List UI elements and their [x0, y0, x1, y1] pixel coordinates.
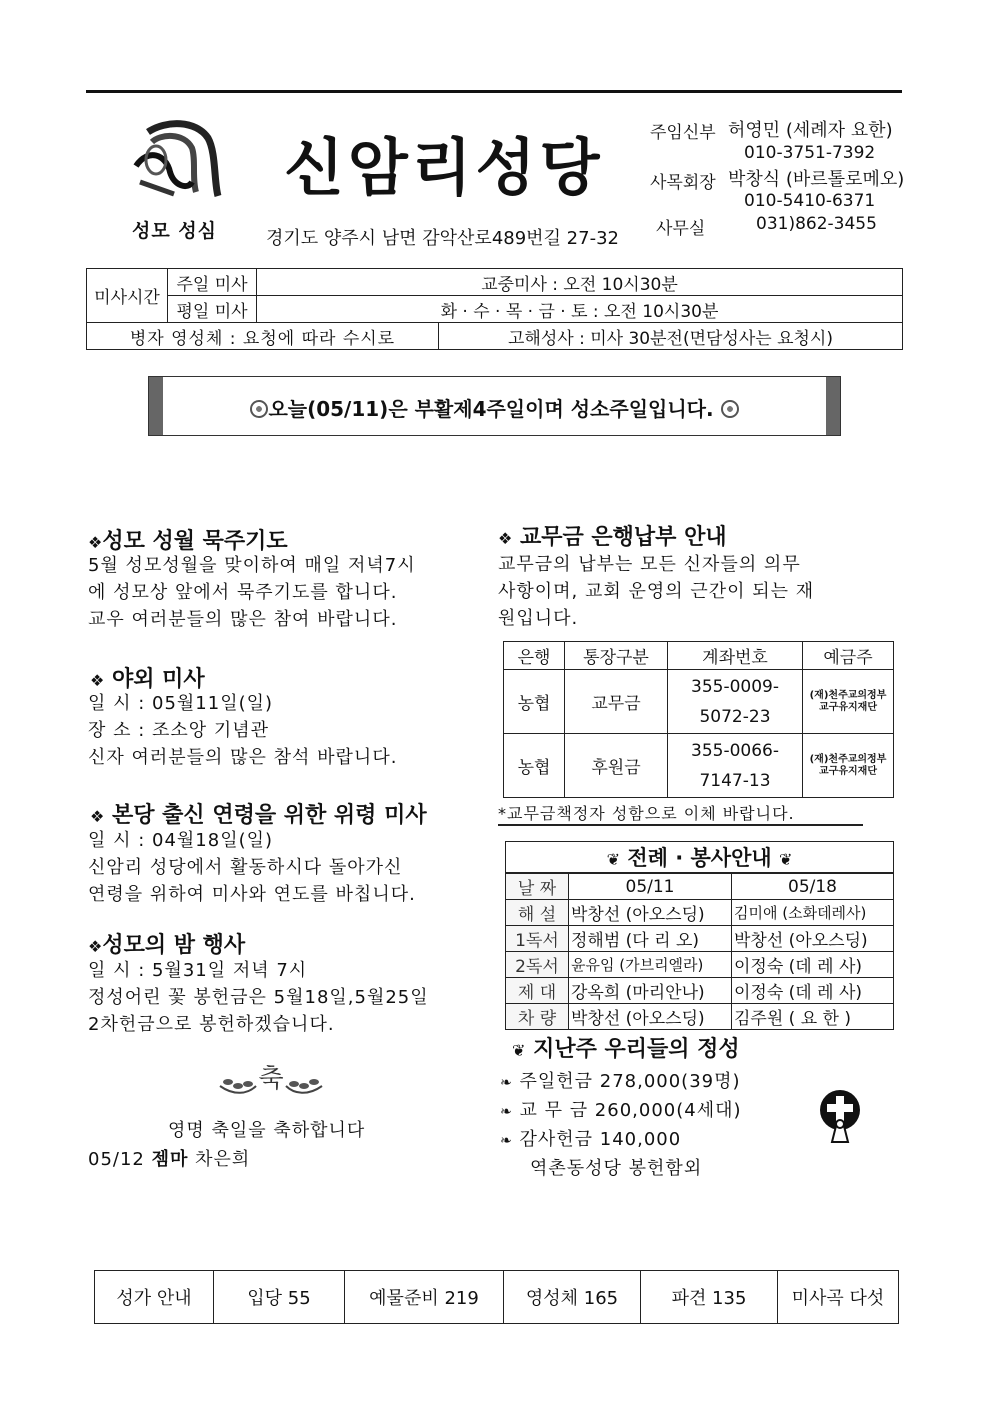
service-person: 박창선 (아오스딩): [569, 900, 732, 926]
service-role: 2독서: [506, 952, 569, 978]
weekday-mass-time: 화 · 수 · 목 · 금 · 토 : 오전 10시30분: [257, 296, 903, 323]
feast-name: 젬마: [151, 1149, 189, 1170]
rosary-line: 5월 성모성월을 맞이하여 매일 저녁7시: [88, 555, 416, 576]
bank-title: 교무금 은행납부 안내: [512, 525, 727, 550]
list-item: [500, 1126, 742, 1155]
table-row: [506, 900, 894, 926]
service-role: 1독서: [506, 926, 569, 952]
table-row: [506, 926, 894, 952]
bank-note: *교무금책정자 성함으로 이체 바랍니다.: [498, 801, 863, 826]
bank-header: 통장구분: [565, 642, 668, 670]
council-name: 박창식 (바르톨로메오): [728, 169, 905, 190]
leaf-bullet-icon: ❦: [512, 1041, 526, 1060]
account-number: [668, 670, 803, 734]
announcement-banner: [148, 376, 841, 436]
weekday-mass-label: 평일 미사: [168, 296, 257, 323]
bank-cell: 교무금: [565, 670, 668, 734]
service-person: 김주원 ( 요 한 ): [732, 1004, 894, 1030]
night-line: 일 시 : 5월31일 저녁 7시: [88, 960, 308, 981]
service-header: 05/18: [732, 873, 894, 900]
account-part: 5072-23: [699, 706, 771, 727]
mass-schedule-table: [86, 268, 903, 350]
bank-line: 사항이며, 교회 운영의 근간이 되는 재: [498, 581, 815, 602]
hymn-communion: 영성체 165: [504, 1271, 641, 1324]
service-role: 차 량: [506, 1004, 569, 1030]
owner-part: 교구유지재단: [819, 765, 877, 777]
top-rule: [86, 90, 902, 93]
leaf-bullet-icon: ❧: [500, 1133, 513, 1149]
hymn-mass-setting: 미사곡 다섯: [778, 1271, 899, 1324]
memorial-line: 연령을 위하여 미사와 연도를 바칩니다.: [88, 884, 416, 905]
office-label: 사무실: [656, 219, 706, 239]
outdoor-line: 신자 여러분들의 많은 참석 바랍니다.: [88, 747, 398, 768]
rosary-title: 성모 성월 묵주기도: [102, 529, 288, 554]
memorial-line: 신암리 성당에서 활동하시다 돌아가신: [88, 857, 403, 878]
bank-body: [498, 551, 814, 632]
account-part: 355-0066-: [691, 740, 779, 761]
bank-header: 은행: [504, 642, 565, 670]
bank-cell: 농협: [504, 670, 565, 734]
hymn-guide-table: [94, 1270, 899, 1324]
service-title-cell: [506, 842, 894, 874]
emblem-icon: [250, 400, 268, 418]
diamond-bullet-icon: ❖: [88, 533, 103, 552]
pastor-label: 주임신부: [650, 123, 716, 143]
offering-item: 감사헌금 140,000: [519, 1129, 682, 1150]
service-person: 이정숙 (데 레 사): [732, 978, 894, 1004]
service-header: 날 짜: [506, 873, 569, 900]
rosary-line: 교우 여러분들의 많은 참여 바랍니다.: [88, 609, 398, 630]
owner-part: (재)천주교의정부: [809, 753, 887, 765]
outdoor-heading: [90, 662, 205, 693]
bank-table: [503, 641, 894, 798]
memorial-line: 일 시 : 04월18일(일): [88, 830, 274, 851]
owner-part: 교구유지재단: [819, 701, 877, 713]
outdoor-body: [88, 690, 397, 771]
list-item: [500, 1097, 742, 1126]
outdoor-line: 장 소 : 조소앙 기념관: [88, 720, 270, 741]
rosary-heading: [88, 524, 288, 555]
feast-date: 05/12: [88, 1149, 145, 1170]
service-person: 윤유임 (가브리엘라): [569, 952, 732, 978]
leaf-bullet-icon: ❦: [606, 850, 621, 869]
account-number: [668, 734, 803, 798]
leaf-bullet-icon: ❦: [778, 850, 793, 869]
parish-logo-icon: [126, 112, 226, 204]
celebrate-glyph: 축: [258, 1064, 284, 1094]
sick-communion: 병자 영성체 : 요청에 따라 수시로: [87, 323, 439, 350]
table-row: [504, 670, 894, 734]
table-row: [506, 978, 894, 1004]
offering-item: 교 무 금 260,000(4세대): [519, 1100, 742, 1121]
diamond-bullet-icon: ❖: [88, 937, 103, 956]
emblem-icon: [721, 400, 739, 418]
rosary-line: 에 성모상 앞에서 묵주기도를 합니다.: [88, 582, 398, 603]
bank-line: 교무금의 납부는 모든 신자들의 의무: [498, 554, 801, 575]
bank-heading: [498, 520, 727, 551]
feast-line: [88, 1146, 250, 1173]
offering-extra: 역촌동성당 봉헌함외: [530, 1158, 703, 1179]
night-body: [88, 957, 429, 1038]
bank-header: 예금주: [803, 642, 894, 670]
service-person: 이정숙 (데 레 사): [732, 952, 894, 978]
feast-person: 차은희: [195, 1149, 251, 1170]
mass-label: 미사시간: [87, 269, 168, 323]
account-part: 7147-13: [699, 770, 771, 791]
night-heading: [88, 928, 245, 959]
parish-address: 경기도 양주시 남면 감악산로489번길 27-32: [266, 228, 619, 249]
council-label: 사목회장: [650, 173, 716, 193]
outdoor-title: 야외 미사: [104, 667, 205, 692]
night-line: 2차헌금으로 봉헌하겠습니다.: [88, 1014, 335, 1035]
sunday-mass-label: 주일 미사: [168, 269, 257, 296]
offering-title: 지난주 우리들의 정성: [533, 1037, 740, 1062]
account-owner: [803, 670, 894, 734]
account-owner: [803, 734, 894, 798]
table-row: [506, 1004, 894, 1030]
service-header: 05/11: [569, 873, 732, 900]
hymn-offertory: 예물준비 219: [345, 1271, 504, 1324]
list-item: [500, 1068, 742, 1097]
sunday-mass-time: 교중미사 : 오전 10시30분: [257, 269, 903, 296]
confession-info: 고해성사 : 미사 30분전(면담성사는 요청시): [439, 323, 903, 350]
pastor-name: 허영민 (세례자 요한): [728, 120, 893, 141]
diamond-bullet-icon: ❖: [90, 671, 105, 690]
bank-line: 원입니다.: [498, 608, 579, 629]
table-row: [506, 952, 894, 978]
memorial-heading: [90, 798, 427, 829]
parish-title: 신암리성당: [284, 131, 604, 204]
offering-list: [500, 1068, 742, 1182]
night-title: 성모의 밤 행사: [102, 933, 246, 958]
service-person: 박창선 (아오스딩): [732, 926, 894, 952]
hymn-recessional: 파견 135: [641, 1271, 778, 1324]
bank-header: 계좌번호: [668, 642, 803, 670]
office-phone: 031)862-3455: [756, 214, 877, 234]
council-phone: 010-5410-6371: [744, 191, 876, 211]
night-line: 정성어린 꽃 봉헌금은 5월18일,5월25일: [88, 987, 429, 1008]
banner-text: 오늘(05/11)은 부활제4주일이며 성소주일입니다.: [268, 397, 714, 421]
service-role: 제 대: [506, 978, 569, 1004]
offering-item: 주일헌금 278,000(39명): [519, 1071, 741, 1092]
table-row: [504, 734, 894, 798]
celebration-ornament: [214, 1056, 328, 1100]
celebrate-text: 영명 축일을 축하합니다: [168, 1120, 366, 1141]
hymn-entrance: 입당 55: [214, 1271, 345, 1324]
diamond-bullet-icon: ❖: [498, 529, 513, 548]
bank-cell: 농협: [504, 734, 565, 798]
memorial-body: [88, 827, 416, 908]
account-part: 355-0009-: [691, 676, 779, 697]
leaf-bullet-icon: ❧: [500, 1075, 513, 1091]
hymn-label: 성가 안내: [95, 1271, 214, 1324]
offering-heading: [512, 1032, 740, 1063]
owner-part: (재)천주교의정부: [809, 689, 887, 701]
service-person: 김미애 (소화데레사): [732, 900, 894, 926]
pastor-phone: 010-3751-7392: [744, 143, 876, 163]
memorial-title: 본당 출신 연령을 위한 위령 미사: [104, 803, 427, 828]
rosary-body: [88, 552, 416, 633]
service-role: 해 설: [506, 900, 569, 926]
leaf-bullet-icon: ❧: [500, 1104, 513, 1120]
service-title: 전례 · 봉사안내: [627, 846, 772, 870]
logo-caption: 성모 성심: [132, 220, 218, 242]
praying-cross-icon: [814, 1088, 866, 1144]
service-person: 정해범 (다 리 오): [569, 926, 732, 952]
service-person: 박창선 (아오스딩): [569, 1004, 732, 1030]
diamond-bullet-icon: ❖: [90, 807, 105, 826]
service-person: 강옥희 (마리안나): [569, 978, 732, 1004]
service-table: [505, 841, 894, 1030]
outdoor-line: 일 시 : 05월11일(일): [88, 693, 274, 714]
bank-cell: 후원금: [565, 734, 668, 798]
